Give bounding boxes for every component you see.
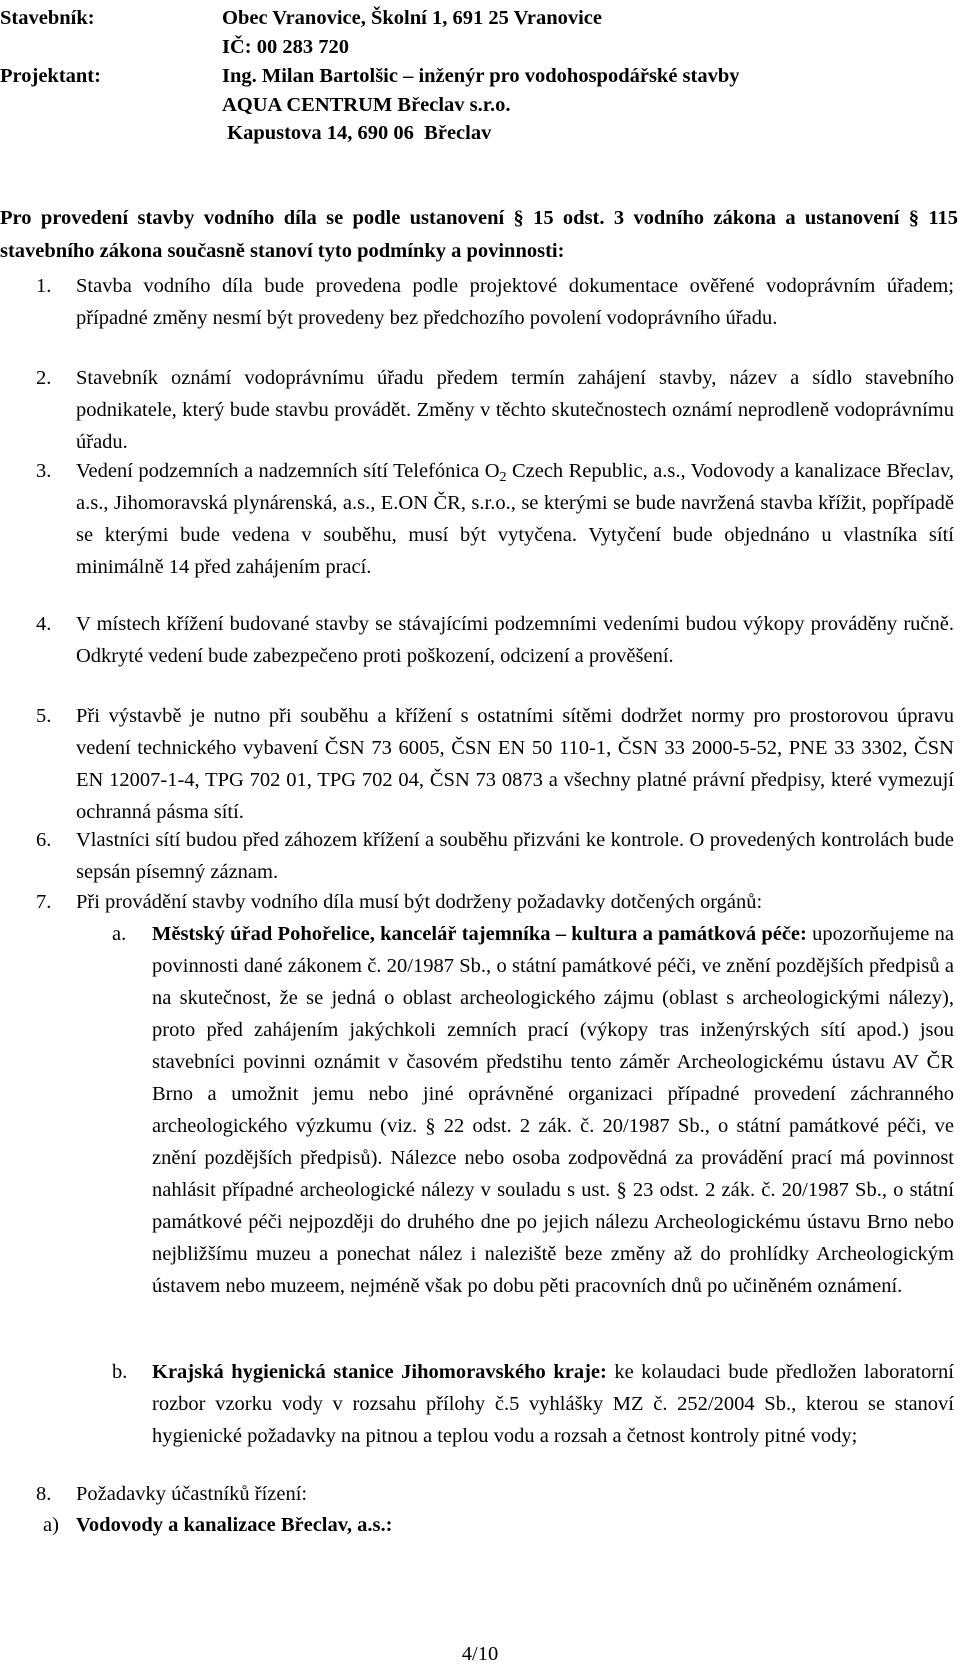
subcondition-letter: b.	[112, 1361, 128, 1383]
builder-name: Obec Vranovice, Školní 1, 691 25 Vranovice	[222, 7, 603, 29]
designer-company: AQUA CENTRUM Břeclav s.r.o.	[222, 94, 511, 116]
condition-number: 2.	[36, 367, 52, 389]
participant-name: Vodovody a kanalizace Břeclav, a.s.:	[76, 1514, 393, 1536]
condition-item	[0, 824, 954, 888]
condition-item	[0, 1478, 954, 1510]
condition-text-part: Czech Republic, a.s., Vodovody a kanalizace Břeclav, a.s., Jihomoravská plynárenská, a.s., E.ON ČR, s.r.o., se kterými se bude navržená stavba křížit, popřípadě se kterými bude vedena v souběhu, musí být vytyčena. Vytyčení bude objednáno u vlastníka sítí minimálně 14 před zahájením prací.	[76, 460, 954, 578]
subcondition-body: ke kolaudaci bude předložen laboratorní rozbor vzorku vody v rozsahu přílohy č.5 vyhlášky MZ č. 252/2004 Sb., kterou se stanoví hygienické požadavky na pitnou a teplou vodu a rozsah a četnost kontroly pitné vody;	[152, 1361, 954, 1447]
condition-text: Stavba vodního díla bude provedena podle projektové dokumentace ověřené vodoprávním úřadem; případné změny nesmí být provedeny bez předchozího povolení vodoprávního úřadu.	[76, 275, 954, 329]
subcondition-item	[0, 1356, 954, 1452]
condition-item	[0, 608, 954, 672]
subcondition-item	[0, 918, 954, 1302]
condition-text: V místech křížení budované stavby se stávajícími podzemními vedeními budou výkopy prováděny ručně. Odkryté vedení bude zabezpečeno proti poškození, odcizení a prověšení.	[76, 613, 954, 667]
subcondition-body: upozorňujeme na povinnosti dané zákonem č. 20/1987 Sb., o státní památkové péči, ve znění pozdějších předpisů a na skutečnost, že se jedná o oblast archeologického zájmu (oblast s archeologickými nálezy), proto před zahájením jakýchkoli zemních prací (výkopy tras inženýrských sítí apod.) jsou stavebníci povinni oznámit v časovém předstihu tento záměr Archeologickému ústavu AV ČR Brno a umožnit jemu nebo jiné oprávněné organizaci případné provedení záchranného archeologického výzkumu (viz. § 22 odst. 2 zák. č. 20/1987 Sb., o státní památkové péči, ve znění pozdějších předpisů). Nálezce nebo osoba zodpovědná za provádění prací má povinnost nahlásit případné archeologické nálezy v souladu s ust. § 23 odst. 2 zák. č. 20/1987 Sb., o státní památkové péči nejpozději do druhého dne po jejich nálezu Archeologickému ústavu Brno nebo nejbližšímu muzeu a ponechat nález i naleziště beze změny až do prohlídky Archeologickým ústavem nebo muzeem, nejméně však po dobu pěti pracovních dnů po učiněném oznámení.	[152, 923, 954, 1297]
authority-name: Krajská hygienická stanice Jihomoravského kraje:	[152, 1361, 607, 1383]
condition-text-part: Vedení podzemních a nadzemních sítí Telefónica O	[76, 460, 500, 482]
subscript: 2	[499, 470, 507, 485]
condition-number: 3.	[36, 460, 52, 482]
subcondition-text	[152, 1356, 954, 1452]
subcondition-text	[152, 918, 954, 1302]
builder-row	[0, 4, 602, 32]
condition-number: 5.	[36, 705, 52, 727]
condition-item	[0, 886, 954, 918]
condition-text: Požadavky účastníků řízení:	[76, 1483, 308, 1505]
authority-name: Městský úřad Pohořelice, kancelář tajemníka – kultura a památková péče:	[152, 923, 807, 945]
condition-number: 7.	[36, 891, 52, 913]
condition-text: Při výstavbě je nutno při souběhu a křížení s ostatními sítěmi dodržet normy pro prostorovou úpravu vedení technického vybavení ČSN 73 6005, ČSN EN 50 110-1, ČSN 33 2000-5-52, PNE 33 3302, ČSN EN 12007-1-4, TPG 702 01, TPG 702 04, ČSN 73 0873 a všechny platné právní předpisy, které vymezují ochranná pásma sítí.	[76, 705, 954, 823]
intro-paragraph: Pro provedení stavby vodního díla se podle ustanovení § 15 odst. 3 vodního zákona a ustanovení § 115 stavebního zákona současně stanoví tyto podmínky a povinnosti:	[0, 207, 958, 262]
condition-number: 4.	[36, 613, 52, 635]
condition-item	[0, 700, 954, 828]
subcondition-letter: a.	[112, 923, 127, 945]
condition-item	[0, 270, 954, 334]
condition-text: Vlastníci sítí budou před záhozem křížení a souběhu přizváni ke kontrole. O provedených kontrolách bude sepsán písemný záznam.	[76, 829, 954, 883]
condition-item	[0, 455, 954, 583]
designer-name: Ing. Milan Bartolšic – inženýr pro vodohospodářské stavby	[222, 65, 740, 87]
builder-ico: IČ: 00 283 720	[222, 36, 349, 58]
condition-number: 8.	[36, 1483, 52, 1505]
condition-item	[0, 362, 954, 458]
condition-number: 1.	[36, 275, 52, 297]
page-number: 4/10	[461, 1643, 499, 1665]
designer-row	[0, 62, 740, 90]
condition-text: Stavebník oznámí vodoprávnímu úřadu předem termín zahájení stavby, název a sídlo stavebního podnikatele, který bude stavbu provádět. Změny v těchto skutečnostech oznámí neprodleně vodoprávnímu úřadu.	[76, 367, 954, 453]
condition-text: Při provádění stavby vodního díla musí být dodrženy požadavky dotčených orgánů:	[76, 891, 763, 913]
designer-address: Kapustova 14, 690 06 Břeclav	[222, 122, 492, 144]
condition-number: 6.	[36, 829, 52, 851]
designer-label: Projektant:	[0, 65, 101, 87]
condition-text	[76, 455, 954, 583]
participant-letter: a)	[43, 1514, 59, 1536]
builder-label: Stavebník:	[0, 7, 95, 29]
